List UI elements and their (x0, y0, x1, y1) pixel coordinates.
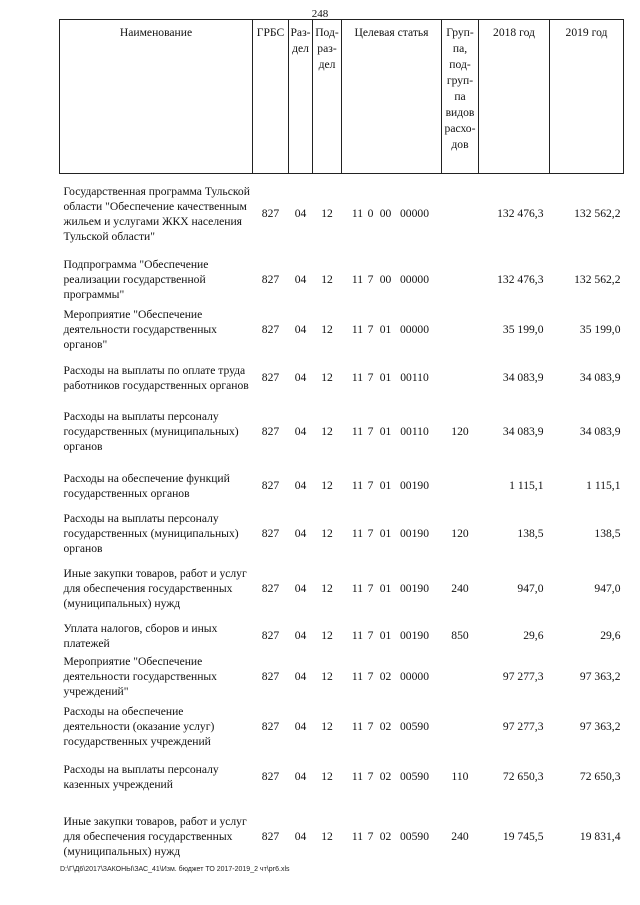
target-direction: 00000 (400, 323, 429, 336)
row-target-article (342, 306, 442, 354)
row-name: Расходы на обеспечение деятельности (оказание услуг) государственных учреждений (63, 705, 215, 748)
target-event: 01 (379, 527, 392, 540)
row-podrazdel: 12 (321, 582, 333, 595)
row-podrazdel: 12 (321, 830, 333, 843)
row-2018: 138,5 (517, 527, 544, 540)
row-2019: 1 115,1 (586, 479, 621, 492)
row-target-article (342, 620, 442, 652)
target-subprogram: 7 (367, 582, 374, 595)
target-event: 02 (379, 670, 392, 683)
row-2019: 35 199,0 (579, 323, 621, 336)
target-event: 00 (379, 273, 392, 286)
target-direction: 00110 (400, 425, 429, 438)
row-grbs: 827 (261, 207, 280, 221)
target-program: 11 (351, 371, 364, 384)
row-2018: 35 199,0 (502, 323, 544, 336)
row-podrazdel: 12 (321, 273, 333, 286)
row-2019: 72 650,3 (579, 770, 621, 783)
row-2019: 34 083,9 (579, 425, 621, 438)
target-subprogram: 7 (367, 371, 374, 384)
row-razdel: 04 (294, 629, 307, 642)
target-subprogram: 7 (367, 629, 374, 642)
row-target-article (342, 702, 442, 752)
row-target-article (342, 510, 442, 558)
col-header-grbs: ГРБС (253, 20, 289, 174)
row-2019: 132 562,2 (574, 273, 621, 286)
row-podrazdel: 12 (321, 371, 333, 384)
row-razdel: 04 (294, 582, 307, 595)
target-subprogram: 7 (367, 527, 374, 540)
row-podrazdel: 12 (321, 629, 333, 642)
row-2019: 138,5 (594, 527, 621, 540)
row-group (442, 174, 479, 254)
row-2018: 97 277,3 (502, 720, 544, 733)
table-row (60, 620, 624, 652)
row-name: Расходы на обеспечение функций государственных органов (63, 471, 230, 500)
row-group: 120 (451, 527, 469, 540)
row-2018: 34 083,9 (502, 371, 544, 384)
row-razdel: 04 (294, 323, 307, 336)
target-program: 11 (351, 770, 364, 783)
row-razdel: 04 (294, 479, 307, 492)
target-event: 02 (379, 720, 392, 733)
col-header-2019: 2019 год (550, 20, 624, 174)
budget-table (59, 19, 624, 872)
target-subprogram: 7 (367, 670, 374, 683)
table-row (60, 510, 624, 558)
col-header-group: Груп- па, под- груп- па видов расхо- дов (442, 20, 479, 174)
row-group (442, 652, 479, 702)
table-row (60, 702, 624, 752)
target-event: 01 (379, 582, 392, 595)
row-name: Иные закупки товаров, работ и услуг для обеспечения государственных (муниципальных) нужд (63, 815, 247, 858)
row-2019: 947,0 (594, 582, 621, 595)
row-2018: 132 476,3 (497, 207, 544, 221)
row-group (442, 306, 479, 354)
row-target-article (342, 174, 442, 254)
row-target-article (342, 354, 442, 402)
row-group: 850 (451, 629, 469, 642)
row-podrazdel: 12 (321, 207, 333, 221)
row-name: Расходы на выплаты персоналу государственных (муниципальных) органов (63, 512, 239, 555)
target-program: 11 (351, 670, 364, 683)
row-grbs: 827 (261, 527, 280, 540)
row-group: 120 (451, 425, 469, 438)
row-razdel: 04 (294, 425, 307, 438)
row-group: 240 (451, 582, 469, 595)
target-direction: 00590 (400, 770, 429, 783)
target-program: 11 (351, 527, 364, 540)
row-podrazdel: 12 (321, 527, 333, 540)
file-path-footer: D:\Г\Д6\2017\ЗАКОНЫ\ЗАС_41\Изм. бюджет ТО 2017-2019_2 чт\рг6.xls (60, 866, 290, 873)
table-row (60, 558, 624, 620)
table-row (60, 354, 624, 402)
row-razdel: 04 (294, 670, 307, 683)
target-subprogram: 0 (367, 207, 374, 221)
row-2019: 97 363,2 (579, 670, 621, 683)
target-direction: 00190 (400, 629, 429, 642)
row-grbs: 827 (261, 582, 280, 595)
row-grbs: 827 (261, 323, 280, 336)
target-event: 02 (379, 830, 392, 843)
row-grbs: 827 (261, 479, 280, 492)
row-target-article (342, 254, 442, 306)
row-razdel: 04 (294, 207, 307, 221)
target-event: 01 (379, 479, 392, 492)
table-row (60, 462, 624, 510)
row-group (442, 354, 479, 402)
row-target-article (342, 462, 442, 510)
row-podrazdel: 12 (321, 720, 333, 733)
row-2019: 132 562,2 (574, 207, 621, 221)
row-2018: 29,6 (523, 629, 544, 642)
page-number: 248 (311, 8, 329, 20)
row-2019: 29,6 (600, 629, 621, 642)
row-podrazdel: 12 (321, 479, 333, 492)
target-subprogram: 7 (367, 770, 374, 783)
table-row (60, 306, 624, 354)
row-grbs: 827 (261, 720, 280, 733)
row-grbs: 827 (261, 830, 280, 843)
row-target-article (342, 802, 442, 872)
row-target-article (342, 558, 442, 620)
target-program: 11 (351, 273, 364, 286)
row-2019: 34 083,9 (579, 371, 621, 384)
target-subprogram: 7 (367, 323, 374, 336)
target-program: 11 (351, 830, 364, 843)
row-2018: 19 745,5 (502, 830, 544, 843)
row-grbs: 827 (261, 371, 280, 384)
row-grbs: 827 (261, 273, 280, 286)
row-group (442, 462, 479, 510)
target-program: 11 (351, 582, 364, 595)
table-row (60, 254, 624, 306)
row-2018: 72 650,3 (502, 770, 544, 783)
target-event: 01 (379, 425, 392, 438)
target-subprogram: 7 (367, 830, 374, 843)
row-podrazdel: 12 (321, 770, 333, 783)
row-name: Уплата налогов, сборов и иных платежей (63, 621, 218, 650)
target-direction: 00190 (400, 527, 429, 540)
col-header-name: Наименование (60, 20, 253, 174)
row-2019: 97 363,2 (579, 720, 621, 733)
row-name: Подпрограмма "Обеспечение реализации государственной программы" (63, 258, 209, 301)
row-podrazdel: 12 (321, 323, 333, 336)
target-subprogram: 7 (367, 479, 374, 492)
row-podrazdel: 12 (321, 425, 333, 438)
target-event: 02 (379, 770, 392, 783)
target-event: 00 (379, 207, 392, 221)
target-subprogram: 7 (367, 720, 374, 733)
row-grbs: 827 (261, 629, 280, 642)
target-event: 01 (379, 629, 392, 642)
row-2018: 132 476,3 (497, 273, 544, 286)
target-program: 11 (351, 720, 364, 733)
row-razdel: 04 (294, 720, 307, 733)
target-direction: 00000 (400, 273, 429, 286)
row-name: Мероприятие "Обеспечение деятельности государственных учреждений" (63, 655, 217, 698)
table-row (60, 174, 624, 254)
target-subprogram: 7 (367, 273, 374, 286)
target-program: 11 (351, 479, 364, 492)
table-row (60, 802, 624, 872)
row-target-article (342, 402, 442, 462)
row-razdel: 04 (294, 273, 307, 286)
col-header-razdel: Раз- дел (289, 20, 313, 174)
row-name: Расходы на выплаты персоналу государственных (муниципальных) органов (63, 410, 239, 453)
row-name: Государственная программа Тульской области "Обеспечение качественным жильем и услугами ЖКХ населения Тульской области" (63, 184, 250, 243)
target-direction: 00190 (400, 582, 429, 595)
row-razdel: 04 (294, 371, 307, 384)
table-row (60, 752, 624, 802)
target-direction: 00590 (400, 720, 429, 733)
row-name: Расходы на выплаты персоналу казенных учреждений (63, 762, 219, 791)
target-direction: 00000 (400, 207, 429, 221)
row-grbs: 827 (261, 425, 280, 438)
row-2018: 97 277,3 (502, 670, 544, 683)
target-direction: 00000 (400, 670, 429, 683)
row-2018: 947,0 (517, 582, 544, 595)
row-name: Расходы на выплаты по оплате труда работников государственных органов (63, 363, 249, 392)
col-header-target: Целевая статья (342, 20, 442, 174)
target-program: 11 (351, 323, 364, 336)
row-group: 240 (451, 830, 469, 843)
row-2018: 1 115,1 (509, 479, 544, 492)
row-group (442, 254, 479, 306)
target-subprogram: 7 (367, 425, 374, 438)
row-target-article (342, 752, 442, 802)
row-razdel: 04 (294, 770, 307, 783)
table-row (60, 652, 624, 702)
target-event: 01 (379, 323, 392, 336)
row-target-article (342, 652, 442, 702)
target-direction: 00190 (400, 479, 429, 492)
row-name: Иные закупки товаров, работ и услуг для обеспечения государственных (муниципальных) нужд (63, 567, 247, 610)
row-group: 110 (451, 770, 469, 783)
table-row (60, 402, 624, 462)
row-podrazdel: 12 (321, 670, 333, 683)
target-program: 11 (351, 207, 364, 221)
target-program: 11 (351, 629, 364, 642)
row-grbs: 827 (261, 670, 280, 683)
row-name: Мероприятие "Обеспечение деятельности государственных органов" (63, 308, 217, 351)
header-row (60, 20, 624, 174)
row-group (442, 702, 479, 752)
row-razdel: 04 (294, 830, 307, 843)
target-event: 01 (379, 371, 392, 384)
target-direction: 00590 (400, 830, 429, 843)
target-program: 11 (351, 425, 364, 438)
row-2019: 19 831,4 (579, 830, 621, 843)
col-header-2018: 2018 год (479, 20, 550, 174)
target-direction: 00110 (400, 371, 429, 384)
col-header-podrazdel: Под- раз- дел (313, 20, 342, 174)
row-2018: 34 083,9 (502, 425, 544, 438)
row-grbs: 827 (261, 770, 280, 783)
row-razdel: 04 (294, 527, 307, 540)
